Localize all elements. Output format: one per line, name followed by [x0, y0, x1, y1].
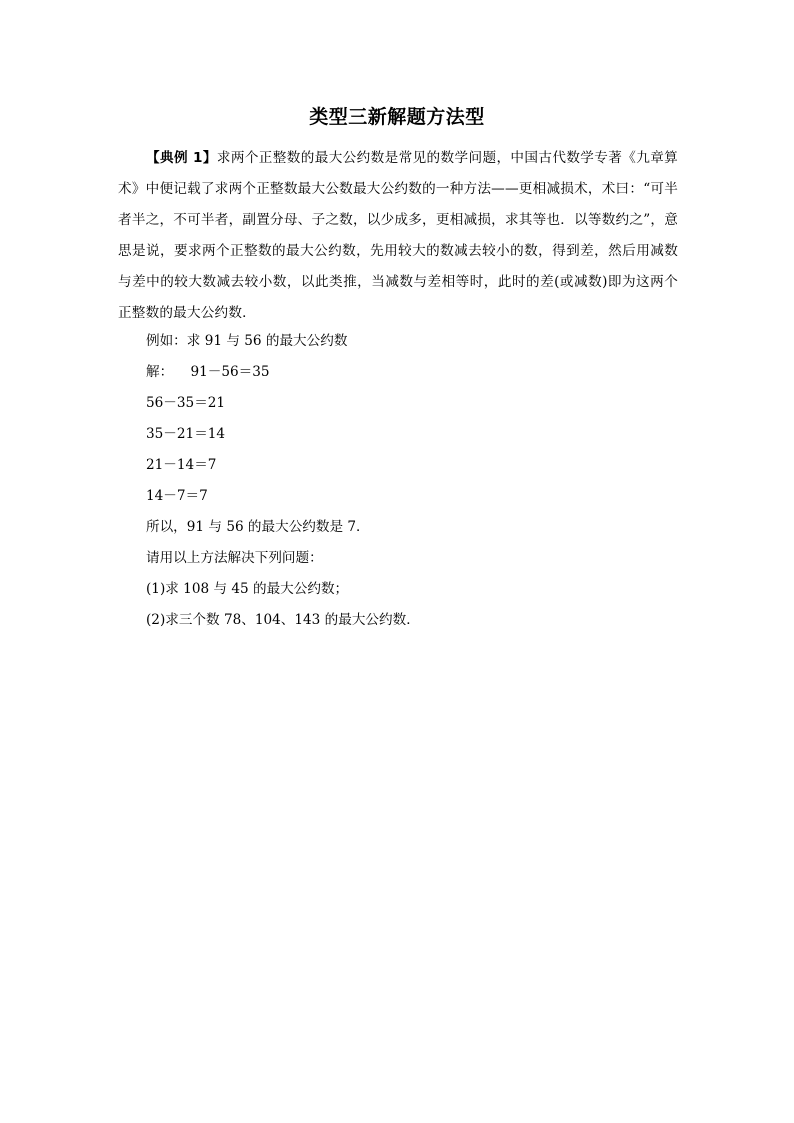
conclusion-line: 所以，91 与 56 的最大公约数是 7． — [146, 519, 370, 535]
page-title: 类型三新解题方法型 — [309, 106, 485, 128]
example-body: 求两个正整数的最大公约数是常见的数学问题，中国古代数学专著《九章算术》中便记载了求两个正整数最大公数最大公约数的一种方法——更相减损术，术曰：“可半者半之，不可半者，副置分母、子之数，以少成多，更相减损，求其等也．以等数约之”，意思是说，要求两个正整数的最大公约数，先用较大的数减去较小的数，得到差，然后用减数与差中的较大数减去较小数，以此类推，当减数与差相等时，此时的差(或减数)即为这两个正整数的最大公约数． — [118, 150, 678, 321]
step-line-2: 56－35＝21 — [146, 395, 226, 411]
task-line: 请用以上方法解决下列问题： — [146, 550, 323, 566]
solution-line: 解： 91－56＝35 — [146, 364, 270, 380]
example-paragraph — [118, 143, 678, 329]
question-1: (1)求 108 与 45 的最大公约数； — [146, 581, 349, 597]
question-2: (2)求三个数 78、104、143 的最大公约数． — [146, 612, 420, 628]
example-label: 【典例 1】 — [146, 150, 217, 166]
step-line-5: 14－7＝7 — [146, 488, 208, 504]
step-line-4: 21－14＝7 — [146, 457, 217, 473]
step-line-3: 35－21＝14 — [146, 426, 226, 442]
intro-line: 例如：求 91 与 56 的最大公约数 — [146, 333, 348, 349]
